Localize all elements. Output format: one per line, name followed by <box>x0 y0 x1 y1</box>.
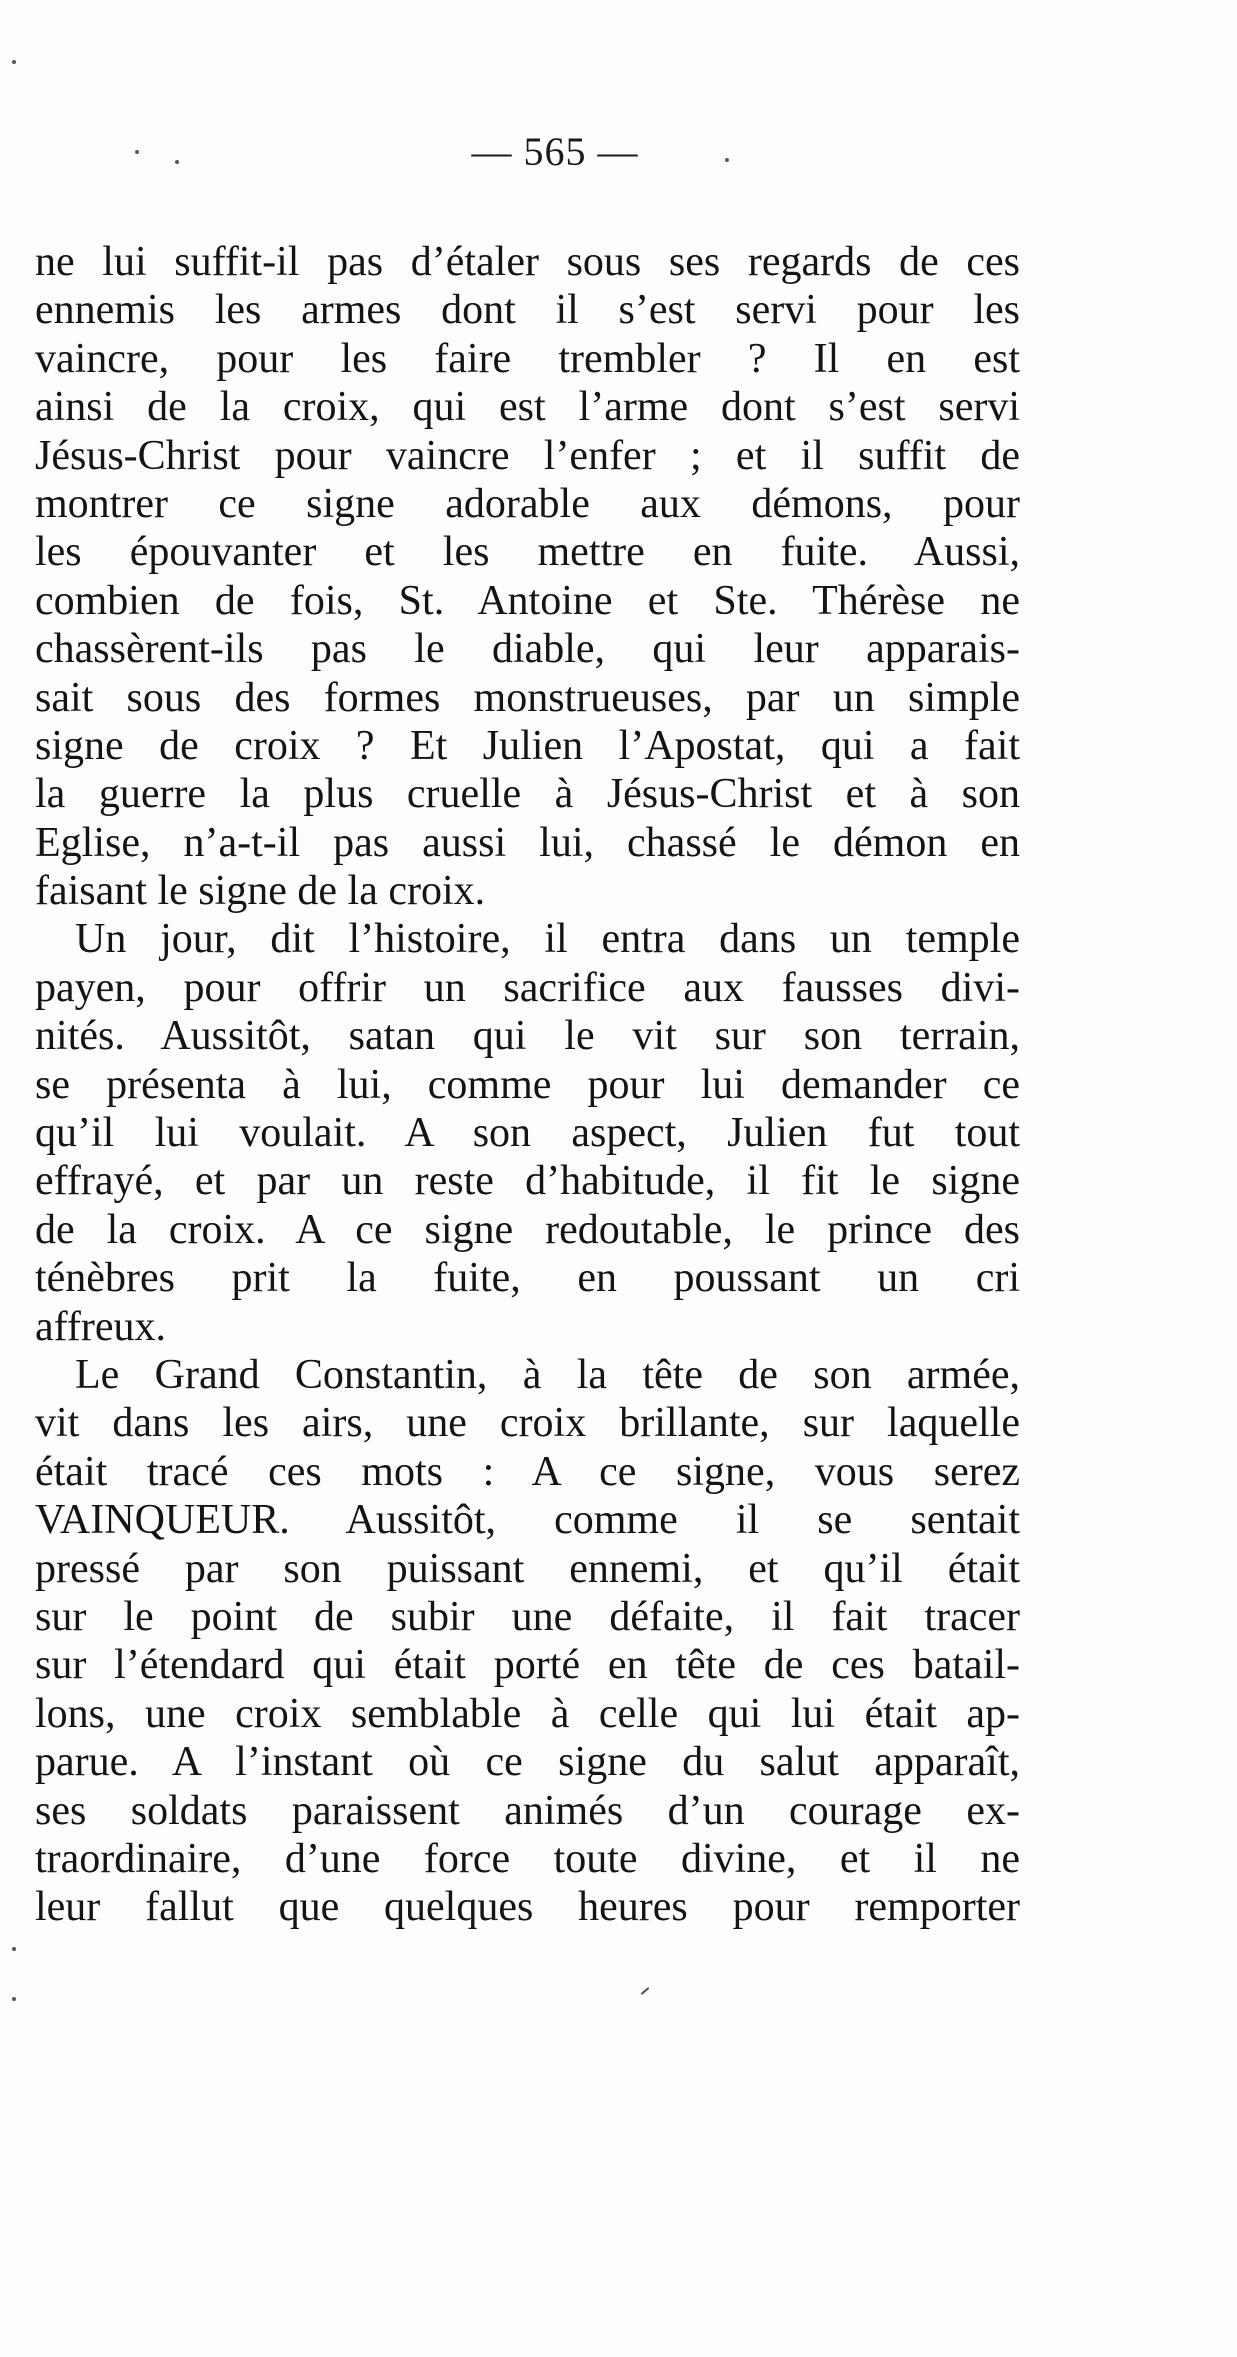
text-line: la guerre la plus cruelle à Jésus-Christ et à son <box>35 771 1020 818</box>
text-line: montrer ce signe adorable aux démons, pour <box>35 480 1020 527</box>
speck <box>641 1987 650 1995</box>
text-line: ainsi de la croix, qui est l’arme dont s’est servi <box>35 384 1020 431</box>
text-line: Un jour, dit l’histoire, il entra dans un temple <box>75 916 1020 963</box>
text-line: les épouvanter et les mettre en fuite. Aussi, <box>35 529 1020 576</box>
text-line: combien de fois, St. Antoine et Ste. Thérèse ne <box>35 577 1020 624</box>
text-line: nités. Aussitôt, satan qui le vit sur son terrain, <box>35 1013 1020 1060</box>
paragraph-3 <box>35 1351 1020 1932</box>
text-line: ennemis les armes dont il s’est servi pour les <box>35 287 1020 334</box>
text-line: chassèrent-ils pas le diable, qui leur apparais- <box>35 626 1020 673</box>
text-line: ne lui suffit-il pas d’étaler sous ses regards de ces <box>35 239 1020 285</box>
text-line: Eglise, n’a-t-il pas aussi lui, chassé le démon en <box>35 819 1020 866</box>
speck <box>12 1947 16 1951</box>
text-line: sait sous des formes monstrueuses, par un simple <box>35 674 1020 721</box>
speck <box>12 60 16 64</box>
text-line: Jésus-Christ pour vaincre l’enfer ; et il suffit de <box>35 432 1020 479</box>
text-line: était tracé ces mots : A ce signe, vous serez <box>35 1448 1020 1495</box>
text-line: ses soldats paraissent animés d’un courage ex- <box>35 1787 1020 1834</box>
speck <box>725 158 729 162</box>
speck <box>175 160 179 164</box>
text-line: lons, une croix semblable à celle qui lui était ap- <box>35 1690 1020 1737</box>
text-line: Le Grand Constantin, à la tête de son armée, <box>75 1351 1020 1398</box>
text-line: se présenta à lui, comme pour lui demander ce <box>35 1061 1020 1108</box>
text-line: payen, pour offrir un sacrifice aux fausses divi- <box>35 964 1020 1011</box>
text-line: vaincre, pour les faire trembler ? Il en est <box>35 335 1020 382</box>
text-line: effrayé, et par un reste d’habitude, il fit le signe <box>35 1158 1020 1205</box>
speck <box>12 1997 16 2001</box>
text-line: signe de croix ? Et Julien l’Apostat, qui a fait <box>35 722 1020 769</box>
paragraph-1 <box>35 238 1020 915</box>
text-line: sur l’étendard qui était porté en tête de ces batail- <box>35 1642 1020 1689</box>
page-number: — 565 — <box>471 129 639 174</box>
text-line: leur fallut que quelques heures pour remporter <box>35 1884 1020 1931</box>
paragraph-2 <box>35 915 1020 1351</box>
text-line: de la croix. A ce signe redoutable, le prince des <box>35 1206 1020 1253</box>
text-line: affreux. <box>35 1303 166 1350</box>
body-text <box>35 238 1020 1932</box>
text-line: sur le point de subir une défaite, il fait tracer <box>35 1593 1020 1640</box>
text-line: traordinaire, d’une force toute divine, et il ne <box>35 1835 1020 1882</box>
text-line: faisant le signe de la croix. <box>35 868 486 915</box>
text-line: qu’il lui voulait. A son aspect, Julien fut tout <box>35 1110 1020 1157</box>
text-line: vit dans les airs, une croix brillante, sur laquelle <box>35 1400 1020 1447</box>
text-line: ténèbres prit la fuite, en poussant un cri <box>35 1255 1020 1302</box>
text-line: parue. A l’instant où ce signe du salut apparaît, <box>35 1739 1020 1786</box>
text-line: pressé par son puissant ennemi, et qu’il était <box>35 1545 1020 1592</box>
speck <box>135 150 139 154</box>
text-line: VAINQUEUR. Aussitôt, comme il se sentait <box>35 1497 1020 1544</box>
